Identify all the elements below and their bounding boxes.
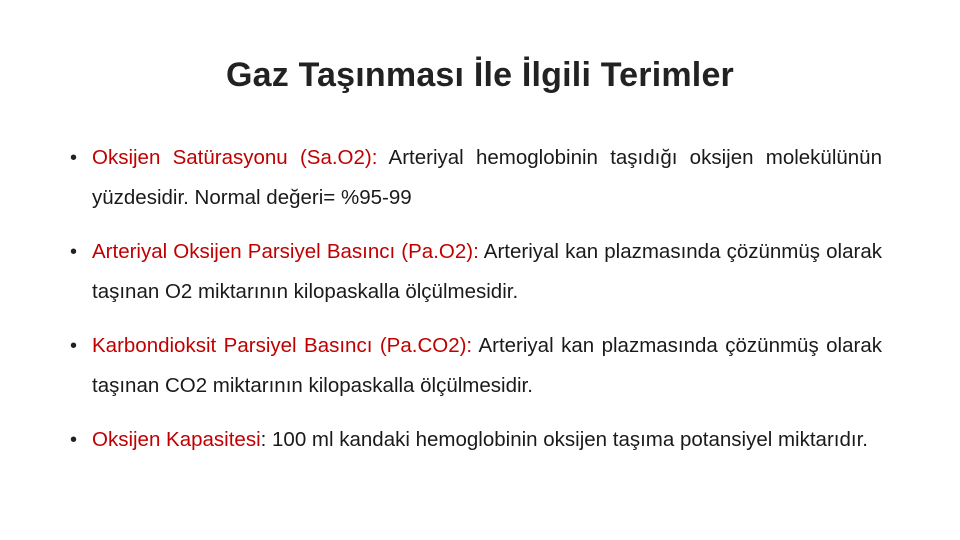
- bullet-term: Oksijen Kapasitesi: [92, 428, 261, 451]
- bullet-item-carbon-dioxide-partial-pressure: [70, 326, 882, 406]
- slide-title: Gaz Taşınması İle İlgili Terimler: [226, 56, 734, 94]
- bullet-term: Karbondioksit Parsiyel Basıncı (Pa.CO2):: [92, 334, 473, 357]
- bullet-item-oxygen-saturation: [70, 138, 882, 218]
- bullet-item-arterial-oxygen-partial-pressure: [70, 232, 882, 312]
- bullet-icon: •: [70, 241, 78, 263]
- bullet-text: : 100 ml kandaki hemoglobinin oksijen taşıma potansiyel miktarıdır.: [260, 428, 868, 451]
- bullet-text: Arteriyal kan plazmasında çözünmüş olarak taşınan O2 miktarının kilopaskalla ölçülmesidir.: [92, 240, 882, 303]
- bullet-term: Arteriyal Oksijen Parsiyel Basıncı (Pa.O2):: [92, 240, 479, 263]
- bullet-icon: •: [70, 335, 78, 357]
- bullet-list: [70, 138, 882, 474]
- bullet-term: Oksijen Satürasyonu (Sa.O2):: [92, 146, 378, 169]
- bullet-text: Arteriyal kan plazmasında çözünmüş olarak taşınan CO2 miktarının kilopaskalla ölçülmesidir.: [92, 334, 882, 397]
- bullet-text: Arteriyal hemoglobinin taşıdığı oksijen molekülünün yüzdesidir. Normal değeri= %95-99: [92, 146, 882, 209]
- bullet-item-oxygen-capacity: [70, 420, 882, 460]
- bullet-icon: •: [70, 429, 78, 451]
- bullet-icon: •: [70, 147, 78, 169]
